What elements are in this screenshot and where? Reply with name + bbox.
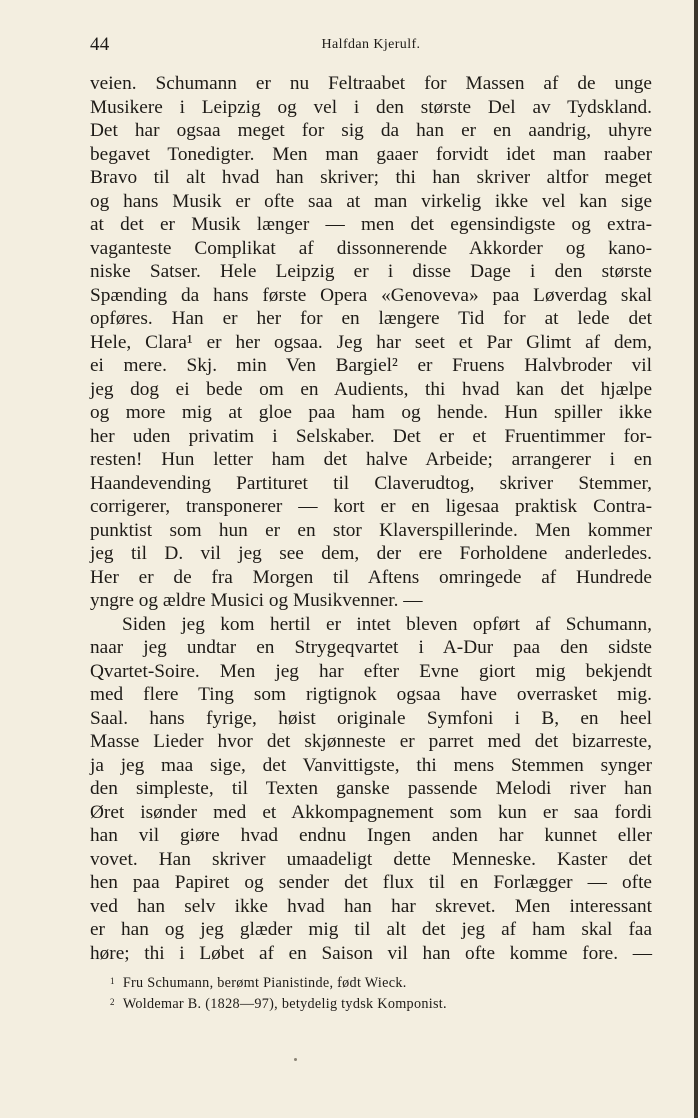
text-line: naar jeg undtar en Strygeqvartet i A-Dur paa den sidste — [90, 637, 652, 658]
page-edge — [694, 0, 698, 1118]
text-line: og more mig at gloe paa ham og hende. Hun spiller ikke — [90, 402, 652, 423]
text-line: Øret isønder med et Akkompagnement som kun er saa fordi — [90, 801, 652, 823]
footnote — [110, 973, 650, 994]
text-line: og hans Musik er ofte saa at man virkelig ikke vel kan sige — [90, 190, 652, 212]
text-line: niske Satser. Hele Leipzig er i disse Dage i den største — [90, 261, 652, 282]
text-line: jeg til D. vil jeg see dem, der ere Forholdene anderledes. — [90, 543, 652, 564]
text-line: høre; thi i Løbet af en Saison vil han ofte komme fore. — — [90, 942, 652, 964]
page-number: 44 — [90, 34, 110, 55]
footnote-text: Fru Schumann, berømt Pianistinde, født Wieck. — [122, 975, 407, 991]
text-line: med flere Ting som rigtignok ogsaa have overrasket mig. — [90, 684, 652, 705]
text-line: Saal. hans fyrige, høist originale Symfoni i B, en heel — [90, 707, 652, 729]
text-line: at det er Musik længer — men det egensindigste og extra- — [90, 214, 652, 235]
footnote-text: Woldemar B. (1828—97), betydelig tydsk Komponist. — [122, 996, 447, 1012]
text-line: opføres. Han er her for en længere Tid for at lede det — [90, 308, 652, 329]
text-line: han vil giøre hvad endnu Ingen anden har kunnet eller — [90, 825, 652, 846]
text-line: veien. Schumann er nu Feltraabet for Massen af de unge — [90, 73, 652, 94]
text-line: Haandevending Partituret til Claverudtog, skriver Stemmer, — [90, 472, 652, 494]
text-line: den simpleste, til Texten ganske passende Melodi river han — [90, 778, 652, 799]
running-head: Halfdan Kjerulf. — [321, 37, 421, 52]
text-line: Bravo til alt hvad han skriver; thi han skriver altfor meget — [90, 167, 652, 188]
text-line: Musikere i Leipzig og vel i den største Del av Tydskland. — [90, 96, 652, 118]
text-line: corrigerer, transponerer — kort er en ligesaa praktisk Contra- — [90, 496, 652, 517]
footnotes — [110, 973, 650, 1015]
page-header — [90, 34, 652, 58]
text-line: resten! Hun letter ham det halve Arbeide; arrangerer i en — [90, 449, 652, 470]
text-line: vaganteste Complikat af dissonnerende Akkorder og kano- — [90, 237, 652, 259]
text-line: Siden jeg kom hertil er intet bleven opført af Schumann, — [122, 613, 652, 635]
text-line: vovet. Han skriver umaadeligt dette Menneske. Kaster det — [90, 848, 652, 870]
text-line: yngre og ældre Musici og Musikvenner. — — [90, 590, 423, 611]
text-line: er han og jeg glæder mig til alt det jeg af ham skal faa — [90, 919, 652, 940]
text-line: ja jeg maa sige, det Vanvittigste, thi mens Stemmen synger — [90, 754, 652, 776]
text-line: Det har ogsaa meget for sig da han er en aandrig, uhyre — [90, 120, 652, 141]
text-line: her uden privatim i Selskaber. Det er et Fruentimmer for- — [90, 425, 652, 447]
text-line: Her er de fra Morgen til Aftens omringede af Hundrede — [90, 566, 652, 588]
text-line: Qvartet-Soire. Men jeg har efter Evne giort mig bekjendt — [90, 660, 652, 682]
text-line: Masse Lieder hvor det skjønneste er parret med det bizarreste, — [90, 731, 652, 752]
text-line: jeg dog ei bede om en Audients, thi hvad kan det hjælpe — [90, 378, 652, 400]
footnote-mark: 1 — [110, 976, 115, 986]
footnote — [110, 994, 650, 1015]
text-line: punktist som hun er en stor Klaverspillerinde. Men kommer — [90, 519, 652, 541]
text-line: begavet Tonedigter. Men man gaaer forvidt idet man raaber — [90, 143, 652, 165]
text-line: ved han selv ikke hvad han har skrevet. Men interessant — [90, 895, 652, 917]
text-line: Hele, Clara¹ er her ogsaa. Jeg har seet et Par Glimt af dem, — [90, 331, 652, 353]
body-text — [90, 72, 652, 965]
text-line: Spænding da hans første Opera «Genoveva» paa Løverdag skal — [90, 284, 652, 306]
text-line: hen paa Papiret og sender det flux til en Forlægger — ofte — [90, 872, 652, 893]
footnote-mark: 2 — [110, 997, 115, 1007]
paper-speck — [294, 1058, 297, 1061]
text-line: ei mere. Skj. min Ven Bargiel² er Fruens Halvbroder vil — [90, 355, 652, 376]
